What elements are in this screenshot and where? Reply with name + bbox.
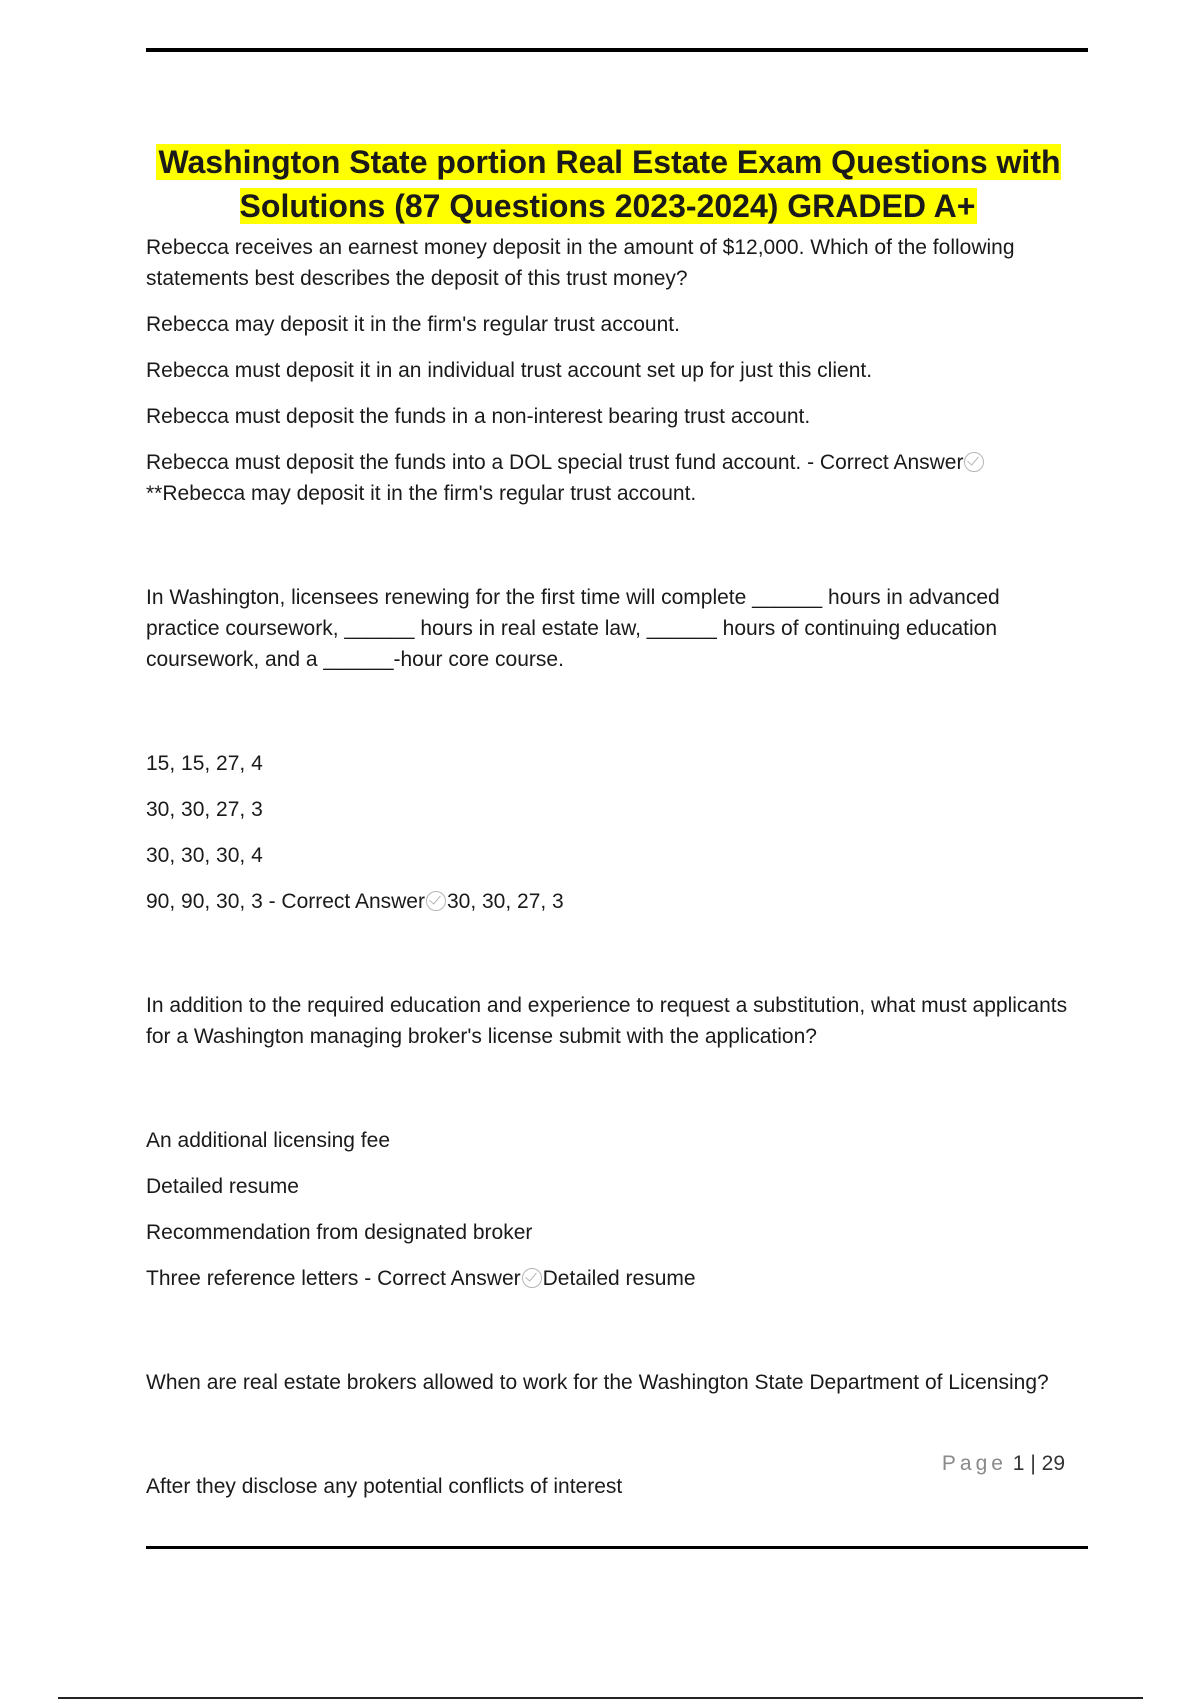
page-separator: | xyxy=(1030,1452,1036,1475)
question-block xyxy=(146,232,1071,509)
answer-option: Rebecca may deposit it in the firm's regular trust account. xyxy=(146,313,680,336)
answer-option-with-correct-answer: 90, 90, 30, 3 - Correct Answer 30, 30, 27, 3 xyxy=(146,890,564,913)
answer-option-with-correct-answer: Three reference letters - Correct Answer Detailed resume xyxy=(146,1267,696,1290)
answer-option: 30, 30, 30, 4 xyxy=(146,844,263,867)
answer-option: After they disclose any potential conflicts of interest xyxy=(146,1475,623,1498)
answer-option-with-correct-answer: Rebecca must deposit the funds into a DOL special trust fund account. - Correct Answer**Rebecca may deposit it in the firm's regular trust account. xyxy=(146,447,1071,509)
answer-option: Rebecca must deposit it in an individual trust account set up for just this client. xyxy=(146,359,873,382)
question-prompt: In Washington, licensees renewing for the first time will complete ______ hours in advanced practice coursework, ______ hours in real estate law, ______ hours of continuing education coursework, and a ______-hour core course. xyxy=(146,586,1000,671)
answer-option: 30, 30, 27, 3 xyxy=(146,798,263,821)
answer-option: 15, 15, 27, 4 xyxy=(146,752,263,775)
question-block xyxy=(146,990,1071,1294)
answer-option: Rebecca must deposit the funds in a non-interest bearing trust account. xyxy=(146,405,811,428)
check-circle-icon xyxy=(522,1268,542,1288)
check-circle-icon xyxy=(964,452,984,472)
footer-rule xyxy=(146,1546,1088,1549)
header-rule xyxy=(146,48,1088,52)
question-prompt: When are real estate brokers allowed to work for the Washington State Department of Licensing? xyxy=(146,1371,1049,1394)
correct-answer: **Rebecca may deposit it in the firm's regular trust account. xyxy=(146,482,697,505)
question-block xyxy=(146,1367,1071,1502)
question-block xyxy=(146,582,1071,917)
page-label: Page xyxy=(941,1452,1007,1475)
correct-answer: 30, 30, 27, 3 xyxy=(446,890,564,913)
correct-answer: Detailed resume xyxy=(542,1267,696,1290)
answer-option: Recommendation from designated broker xyxy=(146,1221,533,1244)
document-title: Washington State portion Real Estate Exam Questions with Solutions (87 Questions 2023-2024) GRADED A+ xyxy=(158,144,1061,224)
page-edge-rule xyxy=(58,1697,1143,1699)
page-number xyxy=(900,1452,1065,1476)
check-circle-icon xyxy=(426,891,446,911)
total-pages: 29 xyxy=(1041,1452,1065,1475)
answer-option: Detailed resume xyxy=(146,1175,299,1198)
answer-option: An additional licensing fee xyxy=(146,1129,391,1152)
question-prompt: Rebecca receives an earnest money deposit in the amount of $12,000. Which of the following statements best describes the deposit of this trust money? xyxy=(146,236,1015,290)
document-body xyxy=(146,140,1071,1517)
question-prompt: In addition to the required education and experience to request a substitution, what must applicants for a Washington managing broker's license submit with the application? xyxy=(146,994,1068,1048)
current-page: 1 xyxy=(1012,1452,1025,1475)
